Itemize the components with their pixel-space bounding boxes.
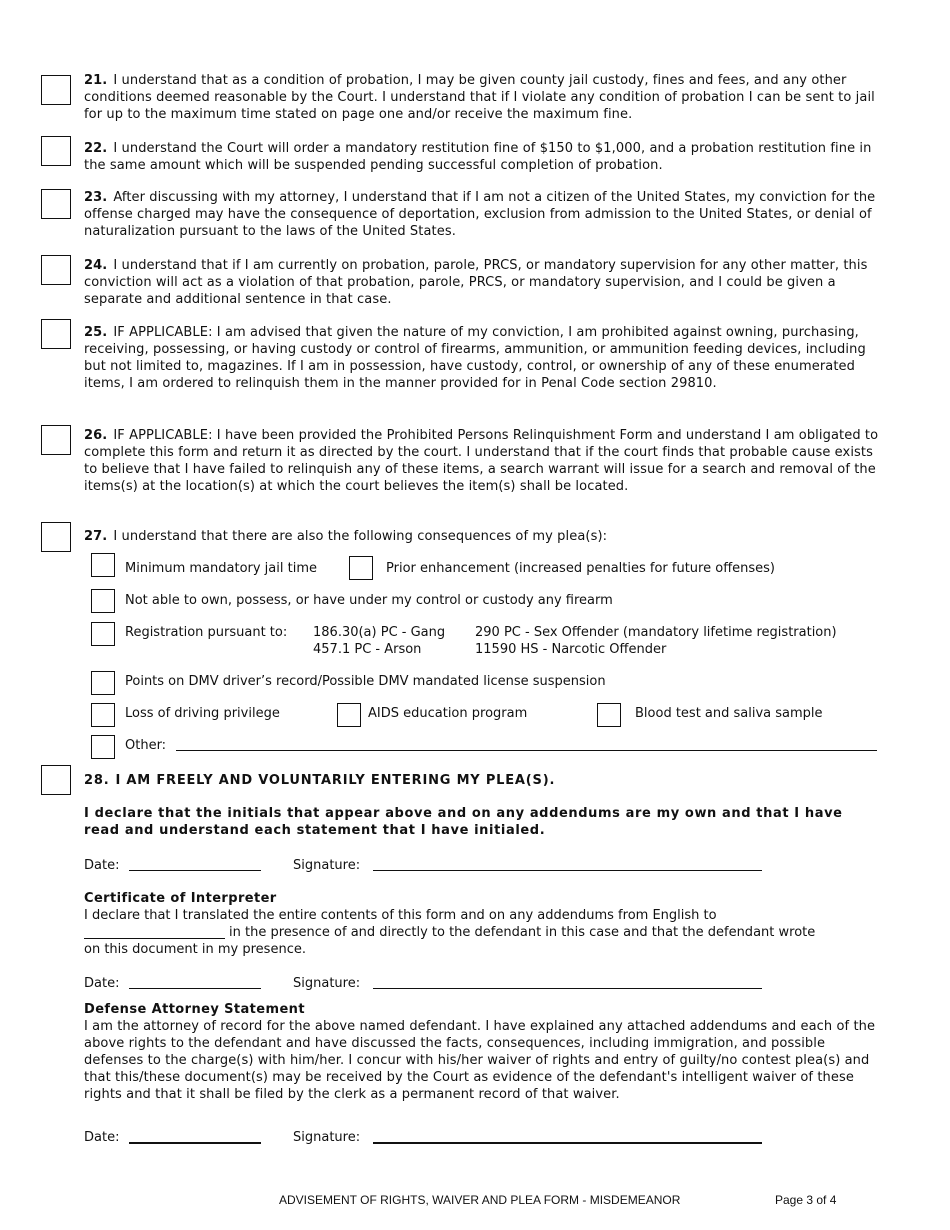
- label-dmv: Points on DMV driver’s record/Possible DMV mandated license suspension: [125, 674, 606, 689]
- footer-form-title: ADVISEMENT OF RIGHTS, WAIVER AND PLEA FORM - MISDEMEANOR: [279, 1193, 681, 1207]
- checkbox-blood-test[interactable]: [597, 703, 621, 727]
- item-text: I understand the Court will order a mandatory restitution fine of $150 to $1,000, and a probation restitution fine in the same amount which will be suspended pending successful completion of probation.: [84, 141, 872, 173]
- item-number: 28.: [84, 773, 110, 788]
- initial-box-26[interactable]: [41, 425, 71, 455]
- item-25: [84, 324, 880, 392]
- attorney-signature-line[interactable]: [373, 1142, 762, 1144]
- item-number: 25.: [84, 325, 108, 340]
- signature-label: Signature:: [293, 858, 361, 873]
- label-loss-driving: Loss of driving privilege: [125, 706, 280, 721]
- footer-page-number: Page 3 of 4: [775, 1193, 837, 1207]
- item-text: I understand that there are also the following consequences of my plea(s):: [113, 529, 608, 544]
- item-number: 22.: [84, 141, 108, 156]
- label-other: Other:: [125, 738, 167, 753]
- item-number: 26.: [84, 428, 108, 443]
- label-registration: Registration pursuant to:: [125, 625, 288, 640]
- checkbox-loss-driving[interactable]: [91, 703, 115, 727]
- item-text: IF APPLICABLE: I have been provided the Prohibited Persons Relinquishment Form and understand I am obligated to complete this form and return it as directed by the court. I understand that if the court finds that probable cause exists to believe that I have failed to relinquish any of these items, a search warrant will issue for a search and removal of the items(s) at the location(s) at which the court believes the item(s) shall be located.: [84, 428, 879, 494]
- interpreter-line2: in the presence of and directly to the defendant in this case and that the defendant wrote: [229, 925, 816, 940]
- label-prior-enhancement: Prior enhancement (increased penalties for future offenses): [386, 561, 775, 576]
- item-text: After discussing with my attorney, I understand that if I am not a citizen of the United States, my conviction for the offense charged may have the consequence of deportation, exclusion from admission to the United States, or denial of naturalization pursuant to the laws of the United States.: [84, 190, 876, 239]
- attorney-signature-label: Signature:: [293, 1130, 361, 1145]
- initial-box-22[interactable]: [41, 136, 71, 166]
- date-label: Date:: [84, 858, 120, 873]
- initial-box-25[interactable]: [41, 319, 71, 349]
- item-text: I understand that if I am currently on probation, parole, PRCS, or mandatory supervision for any other matter, this conviction will act as a violation of that probation, parole, PRCS, or mandatory supervision, and I could be given a separate and additional sentence in that case.: [84, 258, 868, 307]
- item-text: I AM FREELY AND VOLUNTARILY ENTERING MY PLEA(S).: [115, 773, 556, 788]
- interpreter-signature-line[interactable]: [373, 988, 762, 989]
- interpreter-date-label: Date:: [84, 976, 120, 991]
- item-26: [84, 427, 880, 495]
- interpreter-line3: on this document in my presence.: [84, 942, 306, 957]
- interpreter-language-line[interactable]: [84, 938, 225, 939]
- item-number: 27.: [84, 529, 108, 544]
- item-24: [84, 257, 880, 308]
- item-number: 21.: [84, 73, 108, 88]
- checkbox-other[interactable]: [91, 735, 115, 759]
- label-aids-program: AIDS education program: [368, 706, 528, 721]
- other-input-line[interactable]: [176, 750, 877, 751]
- interpreter-heading: Certificate of Interpreter: [84, 891, 277, 906]
- label-min-jail: Minimum mandatory jail time: [125, 561, 317, 576]
- label-reg-sex-offender: 290 PC - Sex Offender (mandatory lifetime registration): [475, 625, 837, 640]
- interpreter-line1: I declare that I translated the entire contents of this form and on any addendums from English to: [84, 908, 717, 923]
- item-28: [84, 772, 880, 789]
- item-23: [84, 189, 880, 240]
- item-22: [84, 140, 880, 174]
- item-27: [84, 528, 880, 545]
- checkbox-min-jail[interactable]: [91, 553, 115, 577]
- label-reg-narcotic: 11590 HS - Narcotic Offender: [475, 642, 667, 657]
- attorney-heading: Defense Attorney Statement: [84, 1002, 305, 1017]
- initial-box-28[interactable]: [41, 765, 71, 795]
- attorney-date-line[interactable]: [129, 1142, 261, 1144]
- checkbox-prior-enhancement[interactable]: [349, 556, 373, 580]
- item-text: IF APPLICABLE: I am advised that given the nature of my conviction, I am prohibited against owning, purchasing, receiving, possessing, or having custody or control of firearms, ammunition, or ammunition feeding devices, including but not limited to, magazines. If I am in possession, have custody, control, or ownership of any of these enumerated items, I am ordered to relinquish them in the manner provided for in Penal Code section 29810.: [84, 325, 866, 391]
- initial-box-24[interactable]: [41, 255, 71, 285]
- checkbox-firearm[interactable]: [91, 589, 115, 613]
- initial-box-27[interactable]: [41, 522, 71, 552]
- label-firearm: Not able to own, possess, or have under my control or custody any firearm: [125, 593, 613, 608]
- date-line[interactable]: [129, 870, 261, 871]
- interpreter-signature-label: Signature:: [293, 976, 361, 991]
- declaration-text: I declare that the initials that appear above and on any addendums are my own and that I have read and understand each statement that I have initialed.: [84, 806, 843, 838]
- checkbox-registration[interactable]: [91, 622, 115, 646]
- label-blood-test: Blood test and saliva sample: [635, 706, 823, 721]
- interpreter-date-line[interactable]: [129, 988, 261, 989]
- item-text: I understand that as a condition of probation, I may be given county jail custody, fines and fees, and any other conditions deemed reasonable by the Court. I understand that if I violate any condition of probation I can be sent to jail for up to the maximum time stated on page one and/or receive the maximum fine.: [84, 73, 875, 122]
- attorney-statement: I am the attorney of record for the above named defendant. I have explained any attached addendums and each of the above rights to the defendant and have discussed the facts, consequences, including immigration, and possible defenses to the charge(s) with him/her. I concur with his/her waiver of rights and entry of guilty/no contest plea(s) and that this/these document(s) may be received by the Court as evidence of the defendant's intelligent waiver of these rights and that it shall be filed by the clerk as a permanent record of that waiver.: [84, 1019, 876, 1102]
- initial-box-23[interactable]: [41, 189, 71, 219]
- checkbox-dmv[interactable]: [91, 671, 115, 695]
- attorney-date-label: Date:: [84, 1130, 120, 1145]
- item-number: 24.: [84, 258, 108, 273]
- label-reg-arson: 457.1 PC - Arson: [313, 642, 422, 657]
- item-number: 23.: [84, 190, 108, 205]
- label-reg-gang: 186.30(a) PC - Gang: [313, 625, 446, 640]
- initial-box-21[interactable]: [41, 75, 71, 105]
- item-21: [84, 72, 880, 123]
- signature-line[interactable]: [373, 870, 762, 871]
- checkbox-aids-program[interactable]: [337, 703, 361, 727]
